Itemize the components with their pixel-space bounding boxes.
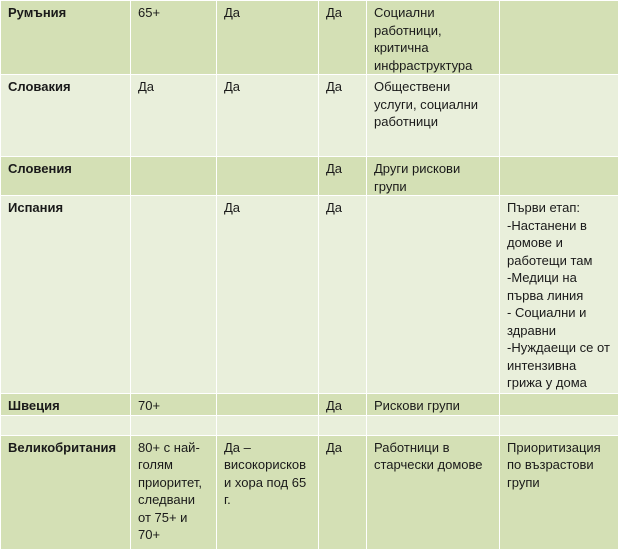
country-cell: Испания (1, 196, 131, 394)
other-groups-cell: Обществени услуги, социални работници (367, 75, 500, 157)
other-groups-cell: Работници в старчески домове (367, 435, 500, 549)
age-cell: 70+ (131, 394, 217, 416)
age-cell (131, 196, 217, 394)
other-groups-cell (367, 415, 500, 435)
notes-cell: Първи етап: -Настанени в домове и работещи там -Медици на първа линия - Социални и здравни -Нуждаещи се от интензивна грижа у дома (500, 196, 618, 394)
table-row-romania (1, 1, 618, 75)
age-cell (131, 157, 217, 196)
age-cell: 80+ с най- голям приоритет, следвани от 75+ и 70+ (131, 435, 217, 549)
table-row-slovenia (1, 157, 618, 196)
country-cell: Румъния (1, 1, 131, 75)
staff-cell: Да (319, 435, 367, 549)
notes-cell (500, 157, 618, 196)
other-groups-cell: Рискови групи (367, 394, 500, 416)
risk-cell: Да (217, 75, 319, 157)
country-cell: Словения (1, 157, 131, 196)
staff-cell: Да (319, 1, 367, 75)
staff-cell: Да (319, 196, 367, 394)
risk-cell (217, 394, 319, 416)
country-cell: Словакия (1, 75, 131, 157)
table-row-sweden (1, 394, 618, 416)
staff-cell (319, 415, 367, 435)
country-cell: Швеция (1, 394, 131, 416)
age-cell (131, 415, 217, 435)
risk-cell (217, 415, 319, 435)
notes-cell (500, 75, 618, 157)
other-groups-cell (367, 196, 500, 394)
staff-cell: Да (319, 157, 367, 196)
table-row-spain (1, 196, 618, 394)
risk-cell (217, 157, 319, 196)
table-row-uk (1, 435, 618, 549)
risk-cell: Да (217, 1, 319, 75)
age-cell: 65+ (131, 1, 217, 75)
risk-cell: Да – високорисков и хора под 65 г. (217, 435, 319, 549)
country-cell: Великобритания (1, 435, 131, 549)
risk-cell: Да (217, 196, 319, 394)
notes-cell (500, 415, 618, 435)
notes-cell (500, 1, 618, 75)
table-row-slovakia (1, 75, 618, 157)
country-cell (1, 415, 131, 435)
other-groups-cell: Други рискови групи (367, 157, 500, 196)
table-row-empty (1, 415, 618, 435)
notes-cell (500, 394, 618, 416)
age-cell: Да (131, 75, 217, 157)
staff-cell: Да (319, 394, 367, 416)
other-groups-cell: Социални работници, критична инфраструктура (367, 1, 500, 75)
notes-cell: Приоритизация по възрастови групи (500, 435, 618, 549)
staff-cell: Да (319, 75, 367, 157)
